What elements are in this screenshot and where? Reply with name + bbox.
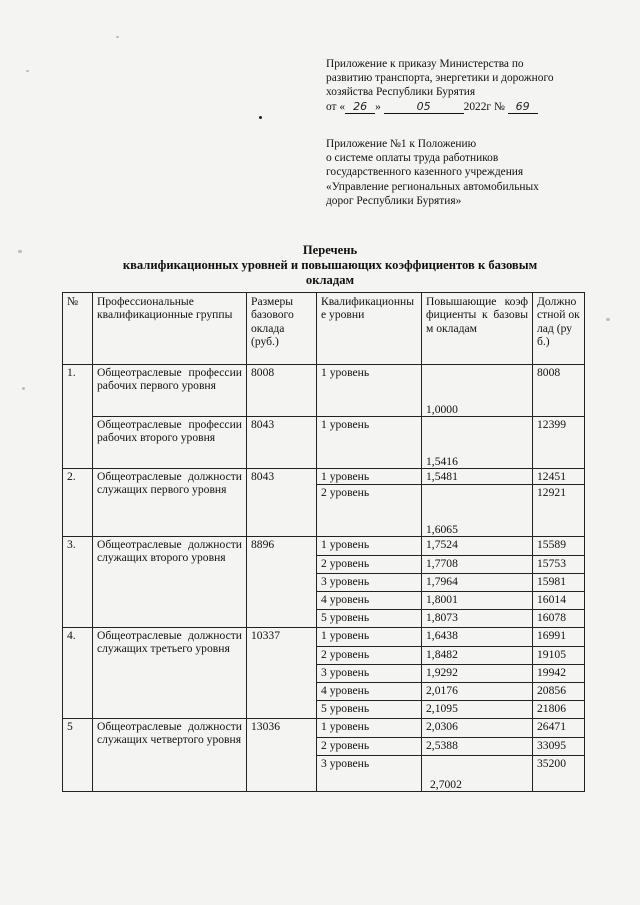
group-name: Общеотраслевые должности служащих четвертого уровня	[93, 719, 247, 792]
group-number: 4.	[63, 628, 93, 719]
date-separator: »	[375, 100, 381, 113]
order-year: 2022г №	[463, 100, 505, 113]
header-num: №	[63, 293, 93, 365]
level-cell: 1 уровень	[317, 719, 422, 738]
base-salary: 8043	[247, 417, 317, 469]
level-cell: 1 уровень	[317, 628, 422, 647]
order-line: Приложение к приказу Министерства по	[326, 58, 524, 70]
level-cell: 5 уровень	[317, 610, 422, 628]
order-month: 05	[384, 101, 464, 114]
base-salary: 8896	[247, 537, 317, 628]
order-line: хозяйства Республики Бурятия	[326, 86, 476, 99]
level-cell: 4 уровень	[317, 592, 422, 610]
coef-cell: 1,7708	[422, 556, 533, 574]
table-row	[63, 469, 585, 485]
order-line: развитию транспорта, энергетики и дорожного	[326, 72, 554, 85]
group-name: Общеотраслевые профессии рабочих первого уровня	[93, 365, 247, 417]
appendix-line: государственного казенного учреждения	[326, 166, 524, 179]
salary-cell: 21806	[533, 701, 585, 719]
salary-cell: 16014	[533, 592, 585, 610]
coef-cell: 1,7964	[422, 574, 533, 592]
coef-cell: 1,5416	[422, 417, 533, 469]
salary-cell: 33095	[533, 738, 585, 756]
base-salary: 8043	[247, 469, 317, 537]
level-cell: 1 уровень	[317, 417, 422, 469]
base-salary: 13036	[247, 719, 317, 792]
coef-cell: 1,6065	[422, 485, 533, 537]
salary-cell: 15753	[533, 556, 585, 574]
coef-cell: 1,8001	[422, 592, 533, 610]
level-cell: 2 уровень	[317, 647, 422, 665]
coef-cell: 1,8073	[422, 610, 533, 628]
coef-cell: 1,7524	[422, 537, 533, 556]
coef-cell: 1,8482	[422, 647, 533, 665]
scan-speck	[18, 250, 22, 253]
scan-speck	[22, 387, 25, 390]
scan-speck	[26, 70, 29, 72]
coef-cell: 1,5481	[422, 469, 533, 485]
group-name: Общеотраслевые должности служащих второго уровня	[93, 537, 247, 628]
level-cell: 1 уровень	[317, 469, 422, 485]
salary-cell: 16078	[533, 610, 585, 628]
order-reference	[326, 57, 626, 114]
table-row	[63, 537, 585, 556]
table-row	[63, 719, 585, 738]
appendix-line: о системе оплаты труда работников	[326, 152, 499, 165]
salary-cell: 12451	[533, 469, 585, 485]
salary-cell: 19942	[533, 665, 585, 683]
salary-cell: 12921	[533, 485, 585, 537]
level-cell: 1 уровень	[317, 537, 422, 556]
title-line: квалификационных уровней и повышающих коэффициентов к базовым	[122, 258, 538, 272]
table-row	[63, 365, 585, 417]
salary-cell: 20856	[533, 683, 585, 701]
header-salary: Должностной оклад (руб.)	[533, 293, 585, 365]
salary-cell: 19105	[533, 647, 585, 665]
salary-cell: 12399	[533, 417, 585, 469]
table-row	[63, 628, 585, 647]
header-coef: Повышающие коэффициенты к базовым окладам	[422, 293, 533, 365]
salary-cell: 35200	[533, 756, 585, 792]
level-cell: 1 уровень	[317, 365, 422, 417]
coef-cell: 2,1095	[422, 701, 533, 719]
title-line: Перечень	[302, 243, 358, 257]
level-cell: 5 уровень	[317, 701, 422, 719]
scan-speck	[116, 36, 119, 38]
coef-cell: 2,0306	[422, 719, 533, 738]
order-number: 69	[508, 101, 538, 114]
coef-cell: 1,6438	[422, 628, 533, 647]
group-name: Общеотраслевые профессии рабочих второго уровня	[93, 417, 247, 469]
appendix-line: Приложение №1 к Положению	[326, 138, 477, 150]
scan-speck	[606, 318, 610, 321]
level-cell: 3 уровень	[317, 756, 422, 792]
level-cell: 3 уровень	[317, 574, 422, 592]
table-header-row	[63, 293, 585, 365]
group-name: Общеотраслевые должности служащих третьего уровня	[93, 628, 247, 719]
group-number: 2.	[63, 469, 93, 537]
level-cell: 2 уровень	[317, 485, 422, 537]
coef-cell: 2,7002	[422, 756, 533, 792]
base-salary: 10337	[247, 628, 317, 719]
coef-cell: 1,0000	[422, 365, 533, 417]
level-cell: 4 уровень	[317, 683, 422, 701]
table-row	[63, 417, 585, 469]
level-cell: 2 уровень	[317, 738, 422, 756]
salary-cell: 15981	[533, 574, 585, 592]
order-date-line	[326, 100, 626, 114]
document-title	[60, 243, 600, 288]
appendix-line: дорог Республики Бурятия»	[326, 194, 462, 207]
salary-cell: 26471	[533, 719, 585, 738]
appendix-reference	[326, 137, 626, 208]
group-name: Общеотраслевые должности служащих первого уровня	[93, 469, 247, 537]
ink-dot	[259, 116, 262, 119]
header-level: Квалификационные уровни	[317, 293, 422, 365]
level-cell: 3 уровень	[317, 665, 422, 683]
qualification-table	[62, 292, 585, 792]
appendix-line: «Управление региональных автомобильных	[326, 180, 539, 193]
group-number: 1.	[63, 365, 93, 469]
coef-cell: 1,9292	[422, 665, 533, 683]
title-line: окладам	[305, 273, 355, 287]
header-group: Профессиональные квалификационные группы	[93, 293, 247, 365]
level-cell: 2 уровень	[317, 556, 422, 574]
salary-cell: 15589	[533, 537, 585, 556]
coef-cell: 2,5388	[422, 738, 533, 756]
coef-cell: 2,0176	[422, 683, 533, 701]
order-day: 26	[345, 101, 375, 114]
group-number: 5	[63, 719, 93, 792]
header-base: Размеры базового оклада (руб.)	[247, 293, 317, 365]
base-salary: 8008	[247, 365, 317, 417]
salary-cell: 8008	[533, 365, 585, 417]
group-number: 3.	[63, 537, 93, 628]
salary-cell: 16991	[533, 628, 585, 647]
date-prefix: от «	[326, 100, 346, 113]
